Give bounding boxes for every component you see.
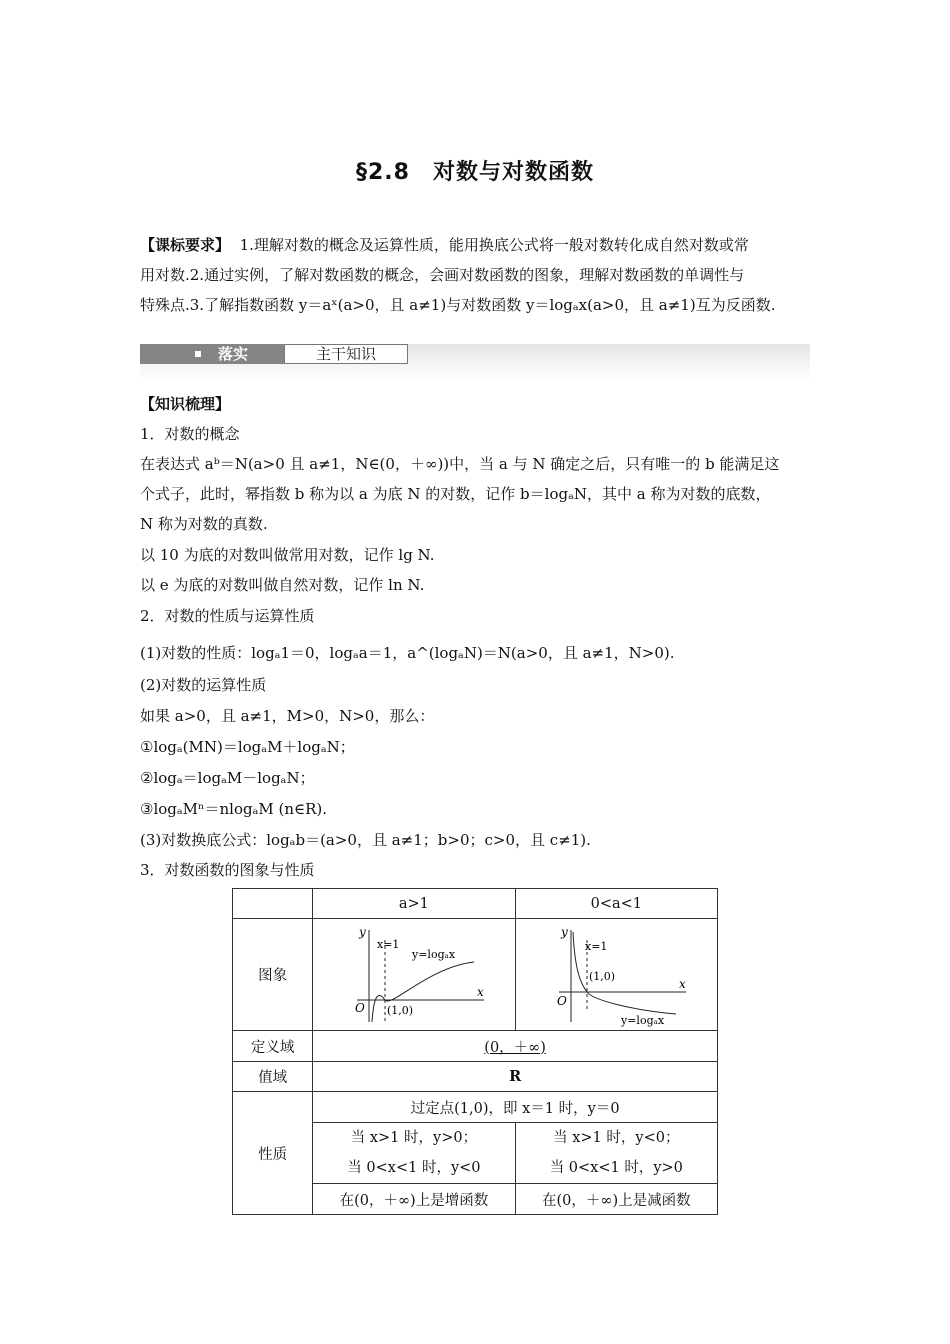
curve-label: y=logₐx (621, 1014, 665, 1027)
s1-p2: 个式子，此时，幂指数 b 称为以 a 为底 N 的对数，记作 b＝logₐN，其中 a 称为对数的底数， (140, 485, 771, 503)
square-bullet-icon (195, 351, 201, 357)
mono-increasing: 在(0，＋∞)上是增函数 (313, 1184, 515, 1215)
sign-decreasing (515, 1123, 717, 1184)
row-label-range: 值域 (233, 1062, 313, 1092)
s1-p5: 以 e 为底的对数叫做自然对数，记作 ln N. (140, 576, 425, 594)
requirements-label: 【课标要求】 (140, 236, 231, 254)
section-banner (140, 344, 810, 382)
fixed-point: 过定点(1,0)，即 x＝1 时，y＝0 (313, 1092, 718, 1123)
log-function-table (232, 888, 718, 1215)
origin-label: O (557, 994, 568, 1008)
s1-p1: 在表达式 aᵇ＝N(a>0 且 a≠1，N∈(0，＋∞))中，当 a 与 N 确定之后，只有唯一的 b 能满足这 (140, 455, 780, 473)
requirements-line-2: 用对数.2.通过实例，了解对数函数的概念，会画对数函数的图象，理解对数函数的单调性与 (140, 266, 745, 284)
table-row (233, 1092, 718, 1123)
banner-right-label: 主干知识 (284, 344, 408, 364)
s2-p7: (3)对数换底公式：logₐb＝(a>0，且 a≠1；b>0；c>0，且 c≠1). (140, 831, 591, 849)
increasing-log-graph (339, 922, 489, 1027)
vline-label: x=1 (585, 940, 608, 953)
requirements-block (140, 230, 812, 320)
banner-left-label: 落实 (218, 345, 249, 363)
sign-inc-a: 当 x>1 时，y>0； (350, 1130, 478, 1146)
mono-decreasing: 在(0，＋∞)上是减函数 (515, 1184, 717, 1215)
curve-label: y=logₐx (411, 948, 455, 961)
s1-p4: 以 10 为底的对数叫做常用对数，记作 lg N. (140, 546, 435, 564)
y-axis-label: y (358, 925, 366, 939)
s2-p4: ①logₐ(MN)＝logₐM＋logₐN； (140, 738, 355, 756)
x-axis-label: x (679, 977, 687, 991)
point-label: (1,0) (386, 1004, 413, 1017)
graph-increasing (313, 919, 515, 1031)
sign-dec-a: 当 x>1 时，y<0； (553, 1130, 680, 1146)
table-row (233, 1062, 718, 1092)
sign-dec-b: 当 0<x<1 时，y>0 (549, 1160, 683, 1176)
s2-p5: ②logₐ＝logₐM－logₐN； (140, 769, 315, 787)
row-label-props: 性质 (233, 1092, 313, 1215)
origin-label: O (354, 1001, 365, 1015)
s1-title: 1．对数的概念 (140, 425, 240, 443)
knowledge-header: 【知识梳理】 (140, 395, 231, 413)
col-header-a-lt-1: 0<a<1 (515, 889, 717, 919)
s3-title: 3．对数函数的图象与性质 (140, 861, 315, 879)
s2-p2: (2)对数的运算性质 (140, 676, 267, 694)
s1-p3: N 称为对数的真数. (140, 515, 268, 533)
col-header-a-gt-1: a>1 (313, 889, 515, 919)
table-corner (233, 889, 313, 919)
sign-inc-b: 当 0<x<1 时，y<0 (347, 1160, 481, 1176)
graph-decreasing (515, 919, 717, 1031)
domain-value: (0，＋∞) (313, 1031, 718, 1062)
s2-title: 2．对数的性质与运算性质 (140, 607, 315, 625)
table-row (233, 1031, 718, 1062)
vline-label: x=1 (376, 938, 400, 951)
requirements-text-1: 1.理解对数的概念及运算性质，能用换底公式将一般对数转化成自然对数或常 (239, 236, 749, 254)
s2-p1: (1)对数的性质：logₐ1＝0，logₐa＝1，a^(logₐN)＝N(a>0，且 a≠1，N>0). (140, 644, 675, 662)
s2-p6: ③logₐMⁿ＝nlogₐM (n∈R). (140, 800, 328, 818)
x-axis-label: x (476, 985, 484, 999)
point-label: (1,0) (589, 970, 616, 983)
s2-p3: 如果 a>0，且 a≠1，M>0，N>0，那么： (140, 707, 435, 725)
banner-dark-tab (140, 344, 284, 364)
range-value: R (313, 1062, 718, 1092)
requirements-line-1 (140, 230, 812, 260)
row-label-graph: 图象 (233, 919, 313, 1031)
requirements-line-3: 特殊点.3.了解指数函数 y＝aˣ(a>0，且 a≠1)与对数函数 y＝logₐx(a>0，且 a≠1)互为反函数. (140, 296, 776, 314)
table-row (233, 919, 718, 1031)
decreasing-log-graph (541, 922, 691, 1027)
table-row (233, 889, 718, 919)
page-title: §2.8 对数与对数函数 (356, 160, 594, 185)
row-label-domain: 定义域 (233, 1031, 313, 1062)
y-axis-label: y (561, 925, 569, 939)
sign-increasing (313, 1123, 515, 1184)
